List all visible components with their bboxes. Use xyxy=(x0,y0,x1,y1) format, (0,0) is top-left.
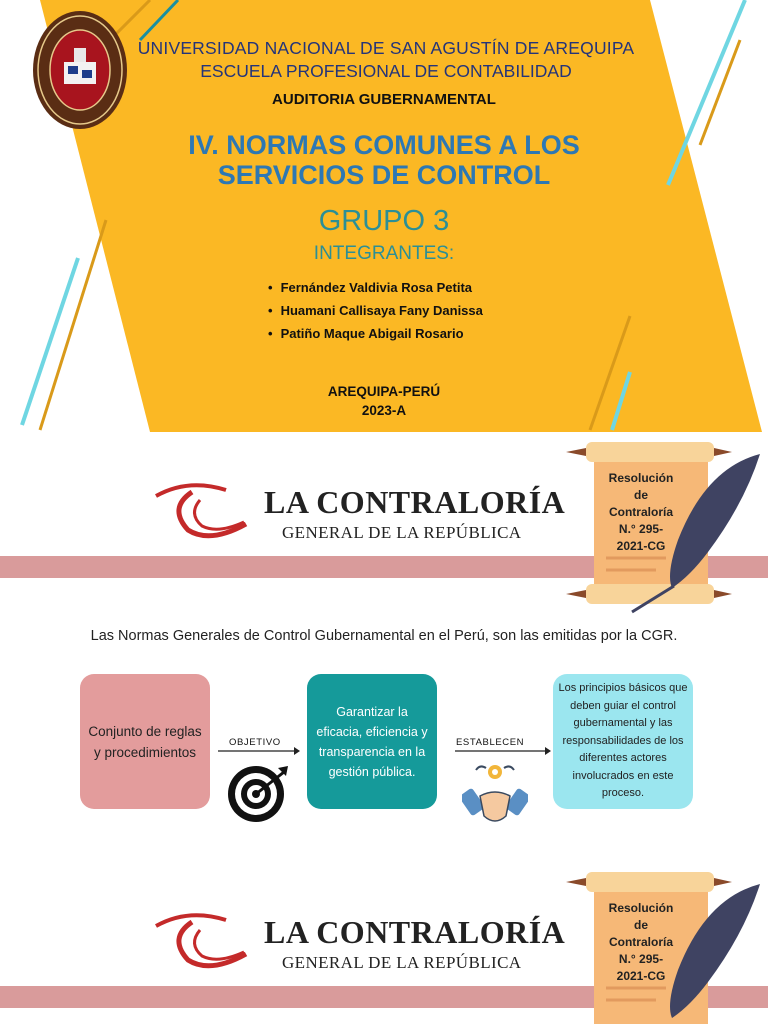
logo-line1: LA CONTRALORÍA xyxy=(264,914,566,950)
place-text: AREQUIPA-PERÚ xyxy=(327,384,441,399)
members-list xyxy=(268,276,483,345)
arrow-label-establecen: ESTABLECEN xyxy=(456,737,525,748)
flow-box-principles: Los principios básicos que deben guiar el control gubernamental y las responsabilidades de los diferentes actores involucrados en este proceso. xyxy=(553,674,693,809)
flow-box-rules: Conjunto de reglas y procedimientos xyxy=(80,674,210,809)
school-name: ESCUELA PROFESIONAL DE CONTABILIDAD xyxy=(200,61,572,81)
flow-box-objective: Garantizar la eficacia, eficiencia y transparencia en la gestión pública. xyxy=(307,674,437,809)
cover-title xyxy=(0,130,768,190)
resolution-line: Contraloría xyxy=(608,935,673,949)
resolution-line: Resolución xyxy=(608,471,674,485)
intro-text: Las Normas Generales de Control Gubernamental en el Perú, son las emitidas por la CGR. xyxy=(90,628,678,644)
handshake-gear-icon xyxy=(462,760,528,828)
university-name: UNIVERSIDAD NACIONAL DE SAN AGUSTÍN DE AREQUIPA xyxy=(137,38,635,58)
arrow-right-icon xyxy=(218,746,300,756)
logo-line2: GENERAL DE LA REPÚBLICA xyxy=(282,523,522,542)
target-icon xyxy=(226,762,290,824)
cover-title-line2: SERVICIOS DE CONTROL xyxy=(217,160,551,190)
course-name: AUDITORIA GUBERNAMENTAL xyxy=(272,91,496,108)
list-item: • Huamani Callisaya Fany Danissa xyxy=(268,299,483,322)
contraloria-logo-icon xyxy=(148,478,258,544)
university-seal-icon xyxy=(32,10,128,130)
cover-title-line1: IV. NORMAS COMUNES A LOS xyxy=(188,130,580,160)
resolution-line: Resolución xyxy=(608,901,674,915)
contraloria-logo xyxy=(264,914,565,973)
logo-line2: GENERAL DE LA REPÚBLICA xyxy=(282,953,522,972)
resolution-line: de xyxy=(633,918,648,932)
resolution-line: 2021-CG xyxy=(616,539,666,553)
list-item: • Fernández Valdivia Rosa Petita xyxy=(268,276,483,299)
group-label: GRUPO 3 xyxy=(318,205,450,237)
arrow-right-icon xyxy=(455,746,551,756)
members-label: INTEGRANTES: xyxy=(313,243,455,264)
contraloria-logo-icon xyxy=(148,908,258,974)
resolution-line: 2021-CG xyxy=(616,969,666,983)
contraloria-logo xyxy=(264,484,565,543)
quill-icon xyxy=(626,448,766,616)
resolution-line: de xyxy=(633,488,648,502)
resolution-line: N.° 295- xyxy=(618,522,664,536)
resolution-line: Contraloría xyxy=(608,505,673,519)
arrow-label-objetivo: OBJETIVO xyxy=(229,737,281,748)
place-info xyxy=(0,382,768,420)
quill-icon xyxy=(626,878,766,1024)
resolution-line: N.° 295- xyxy=(618,952,664,966)
logo-line1: LA CONTRALORÍA xyxy=(264,484,566,520)
term-text: 2023-A xyxy=(361,403,407,418)
list-item: • Patiño Maque Abigail Rosario xyxy=(268,322,483,345)
